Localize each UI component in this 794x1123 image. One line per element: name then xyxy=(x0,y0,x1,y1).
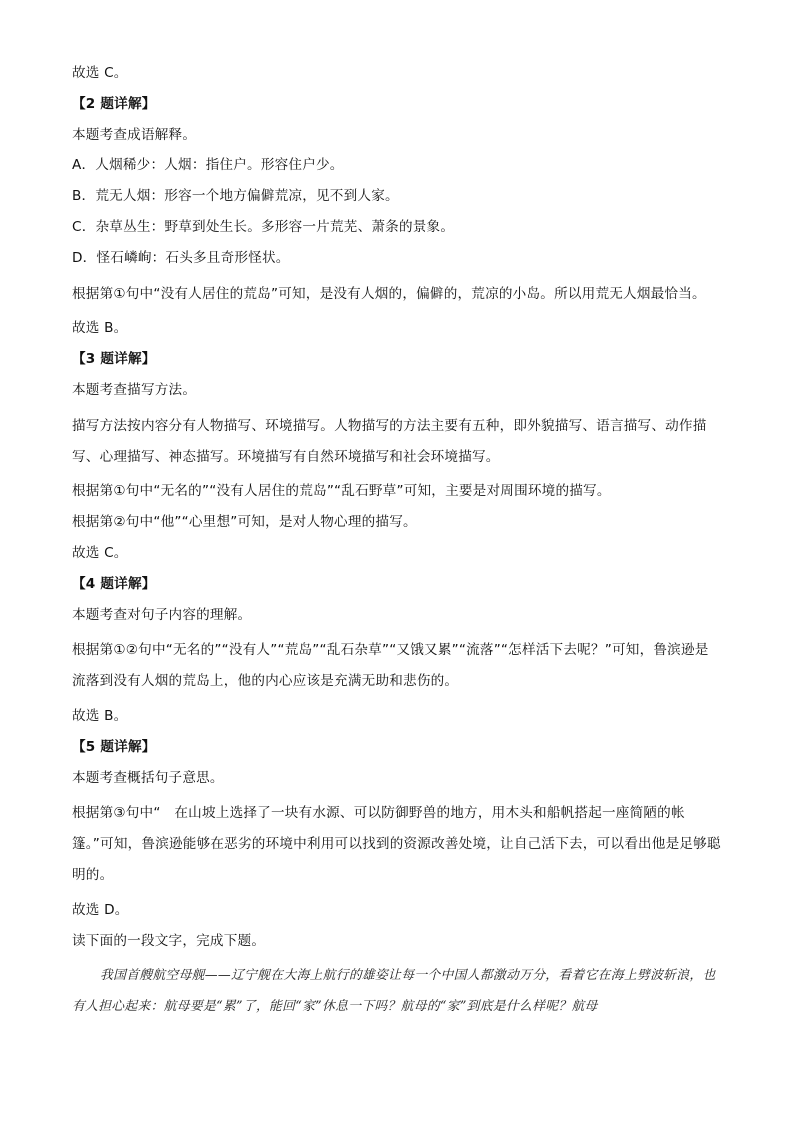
text-line: 根据第①句中“无名的”“没有人居住的荒岛”“乱石野草”可知，主要是对周围环境的描写。 xyxy=(72,483,611,500)
text-line: 本题考查对句子内容的理解。 xyxy=(72,606,252,623)
section-heading: 【5 题详解】 xyxy=(72,738,156,755)
answer-line: 故选 B。 xyxy=(72,707,128,724)
explanation-paragraph: 根据第③句中“ 在山坡上选择了一块有水源、可以防御野兽的地方，用木头和船帆搭起一座简陋的帐篷。”可知，鲁滨逊能够在恶劣的环境中利用可以找到的资源改善处境，让自己活下去，可以看出他是足够聪明的。 xyxy=(72,805,721,883)
document-page xyxy=(72,63,722,1022)
section-heading: 【2 题详解】 xyxy=(72,95,156,112)
option-line: B．荒无人烟：形容一个地方偏僻荒凉，见不到人家。 xyxy=(72,188,399,205)
section-heading: 【3 题详解】 xyxy=(72,351,156,368)
section-heading: 【4 题详解】 xyxy=(72,575,156,592)
text-line: 本题考查成语解释。 xyxy=(72,126,197,143)
answer-line: 故选 C。 xyxy=(72,544,128,561)
answer-line: 故选 C。 xyxy=(72,65,128,81)
instruction-line: 读下面的一段文字，完成下题。 xyxy=(72,932,266,949)
text-line: 本题考查概括句子意思。 xyxy=(72,769,224,786)
explanation-paragraph: 描写方法按内容分有人物描写、环境描写。人物描写的方法主要有五种，即外貌描写、语言描写、动作描写、心理描写、神态描写。环境描写有自然环境描写和社会环境描写。 xyxy=(72,417,707,465)
option-line: A．人烟稀少：人烟：指住户。形容住户少。 xyxy=(72,157,344,174)
explanation-paragraph: 根据第①②句中“无名的”“没有人”“荒岛”“乱石杂草”“又饿又累”“流落”“怎样活下去呢？”可知，鲁滨逊是流落到没有人烟的荒岛上，他的内心应该是充满无助和悲伤的。 xyxy=(72,642,709,690)
option-line: D．怪石嶙峋：石头多且奇形怪状。 xyxy=(72,249,290,266)
answer-line: 故选 D。 xyxy=(72,901,129,918)
text-line: 根据第②句中“他”“心里想”可知，是对人物心理的描写。 xyxy=(72,514,417,531)
answer-line: 故选 B。 xyxy=(72,320,128,337)
reading-passage: 我国首艘航空母舰——辽宁舰在大海上航行的雄姿让每一个中国人都激动万分，看着它在海上劈波斩浪，也有人担心起来：航母要是“累”了，能回“家”休息一下吗？航母的“家”到底是什么样呢？航母 xyxy=(72,968,716,1014)
option-line: C．杂草丛生：野草到处生长。多形容一片荒芜、萧条的景象。 xyxy=(72,218,455,235)
explanation-paragraph: 根据第①句中“没有人居住的荒岛”可知，是没有人烟的，偏僻的，荒凉的小岛。所以用荒无人烟最恰当。 xyxy=(72,285,706,302)
text-line: 本题考查描写方法。 xyxy=(72,381,197,398)
